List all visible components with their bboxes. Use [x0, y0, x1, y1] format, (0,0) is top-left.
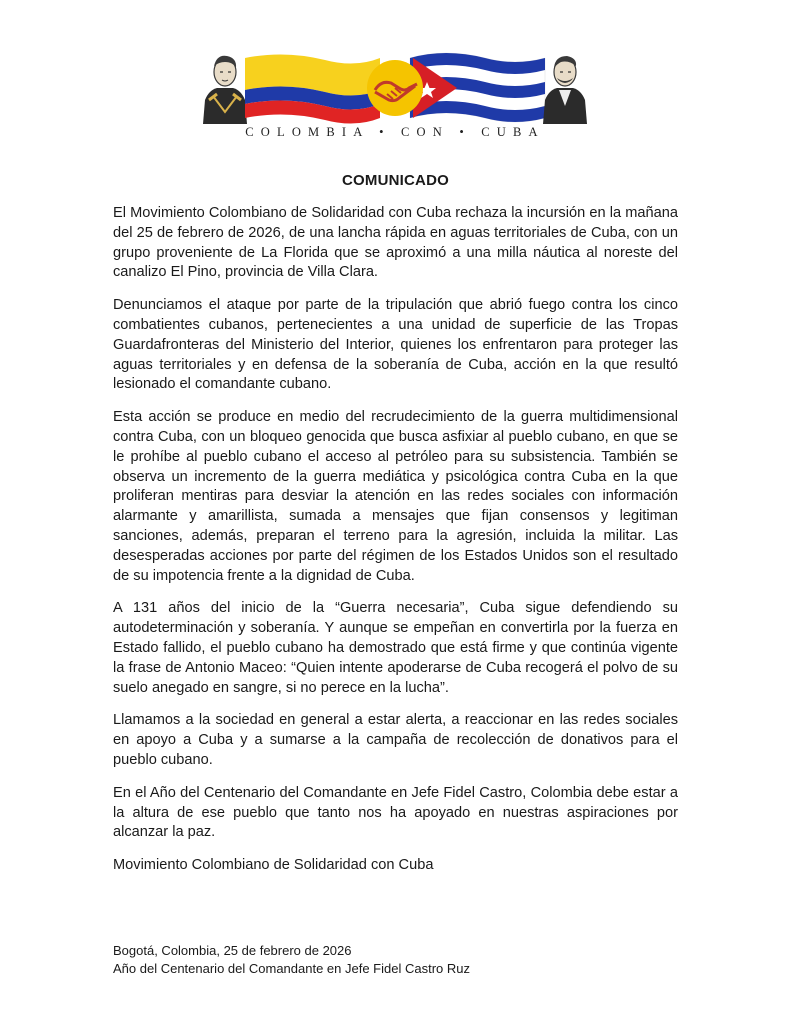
paragraph: En el Año del Centenario del Comandante en Jefe Fidel Castro, Colombia debe estar a la altura de ese pueblo que tanto nos ha apoyado en nuestras aspiraciones por alcanzar la paz.: [113, 784, 678, 841]
document-body: [113, 204, 678, 890]
signature: Movimiento Colombiano de Solidaridad con Cuba: [113, 857, 434, 874]
colombia-flag-icon: [245, 54, 380, 123]
document-title: COMUNICADO: [342, 172, 449, 189]
document-footer: [113, 942, 678, 977]
bolivar-portrait-icon: [203, 56, 247, 124]
handshake-icon: [367, 60, 423, 116]
paragraph: Denunciamos el ataque por parte de la tripulación que abrió fuego contra los cinco combatientes cubanos, pertenecientes a una unidad de superficie de las Tropas Guardafronteras del Ministerio del Interior, quienes los enfrentaron para proteger las aguas territoriales y en defensa de la soberanía de Cuba, acción en la que resultó lesionado el comandante cubano.: [113, 297, 678, 393]
banner-graphic: [195, 50, 595, 126]
marti-portrait-icon: [543, 56, 587, 124]
paragraph: Llamamos a la sociedad en general a estar alerta, a reaccionar en las redes sociales en apoyo a Cuba y a sumarse a la campaña de recolección de donativos para el pueblo cubano.: [113, 712, 678, 768]
paragraph: Esta acción se produce en medio del recrudecimiento de la guerra multidimensional contra Cuba, con un bloqueo genocida que busca asfixiar al pueblo cubano, en que se le prohíbe al pueblo cubano el acceso al petróleo para su subsistencia. También se observa un incremento de la guerra mediática y psicológica contra Cuba en la que proliferan mentiras para desviar la atención en las redes sociales con información alarmante y amarillista, sumada a mensajes que fijan consensos y legitiman sanciones, además, preparan el terreno para la agresión, incluida la militar. Las desesperadas acciones por parte del régimen de los Estados Unidos son el resultado de su impotencia frente a la dignidad de Cuba.: [113, 409, 678, 584]
place-date: Bogotá, Colombia, 25 de febrero de 2026: [113, 943, 352, 958]
paragraph: El Movimiento Colombiano de Solidaridad con Cuba rechaza la incursión en la mañana del 25 de febrero de 2026, de una lancha rápida en aguas territoriales de Cuba, con un grupo proveniente de La Florida que se aproximó a una milla náutica al noreste del canalizo El Pino, provincia de Villa Clara.: [113, 205, 678, 281]
paragraph: A 131 años del inicio de la “Guerra necesaria”, Cuba sigue defendiendo su autodeterminación y soberanía. Y aunque se empeñan en convertirla por la fuerza en Estado fallido, el pueblo cubano ha demostrado que está firme y que continúa vigente la frase de Antonio Maceo: “Quien intente apoderarse de Cuba recogerá el polvo de su suelo anegado en sangre, si no perece en la lucha”.: [113, 600, 678, 696]
cuba-flag-icon: [410, 53, 545, 122]
banner-caption: COLOMBIA • CON • CUBA: [245, 125, 545, 139]
year-motto: Año del Centenario del Comandante en Jefe Fidel Castro Ruz: [113, 960, 470, 976]
